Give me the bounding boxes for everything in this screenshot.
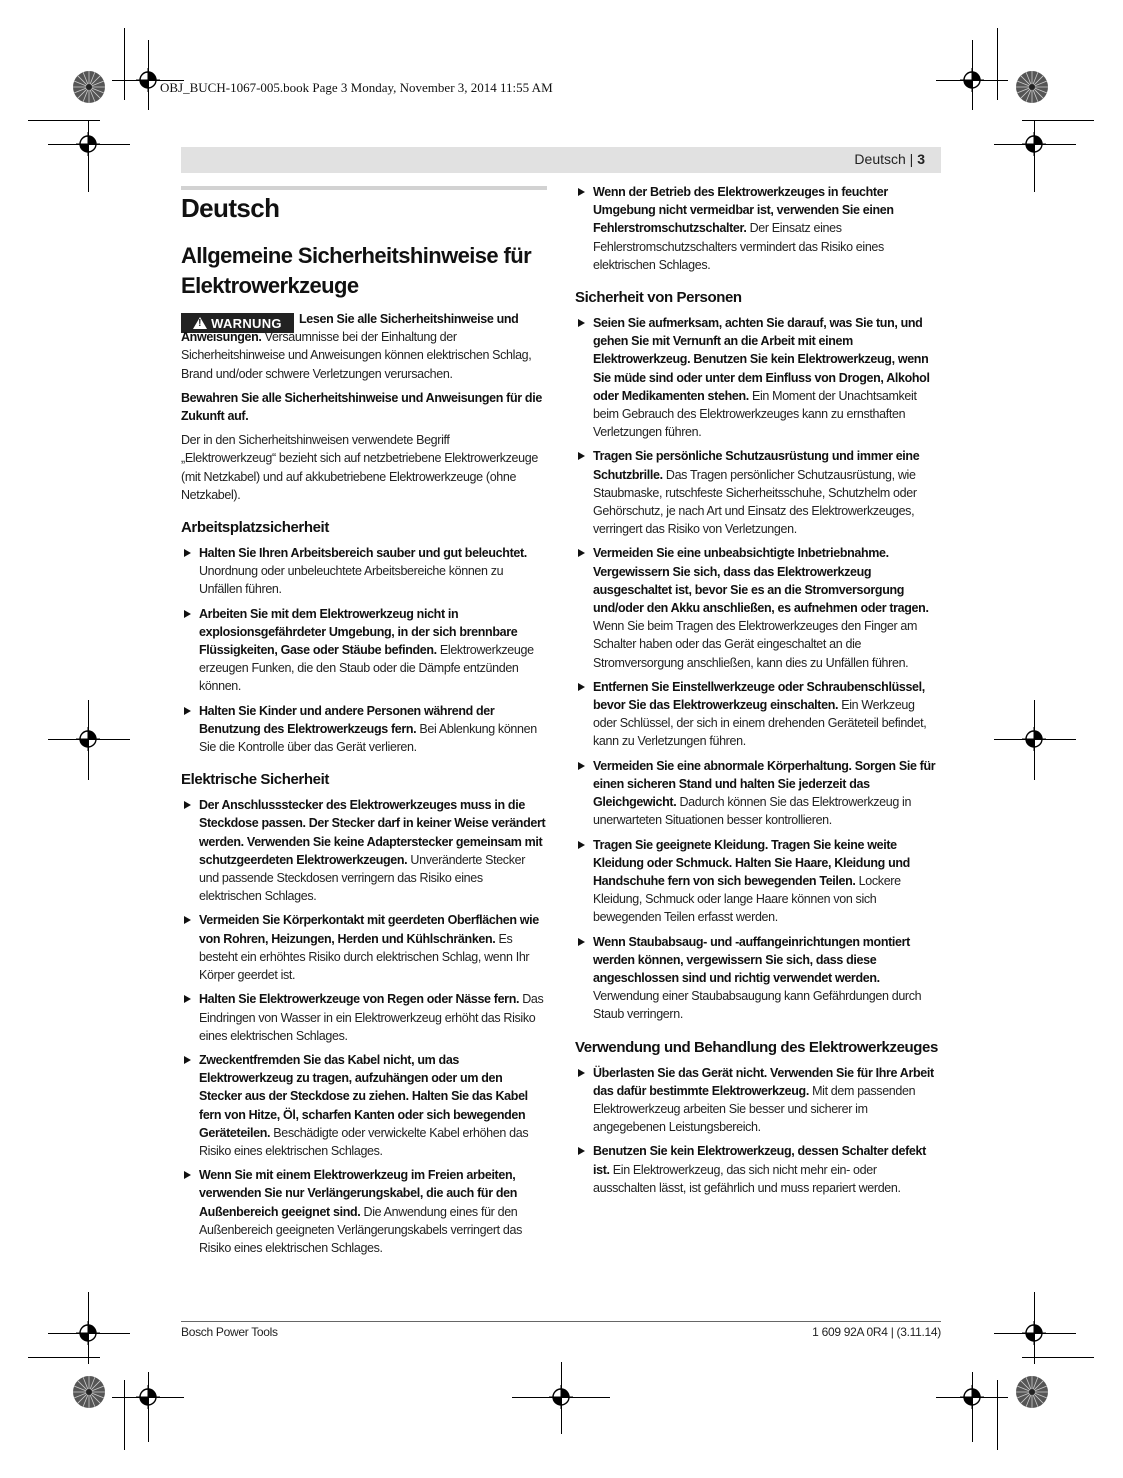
footer-rule bbox=[181, 1321, 941, 1322]
bullet-triangle-icon bbox=[578, 683, 585, 691]
item-text: Ein Moment der Unachtsamkeit beim Gebrauch des Elektrowerkzeuges kann zu ernsthaften Verletzungen führen. bbox=[593, 388, 917, 440]
warning-paragraph bbox=[181, 310, 547, 383]
list-item bbox=[575, 933, 941, 1024]
list-item bbox=[575, 836, 941, 927]
list-item bbox=[181, 990, 547, 1045]
bullet-triangle-icon bbox=[578, 762, 585, 770]
page-number: 3 bbox=[917, 151, 925, 167]
bullet-triangle-icon bbox=[578, 1069, 585, 1077]
keep-instructions-text: Bewahren Sie alle Sicherheitshinweise und Anweisungen für die Zukunft auf. bbox=[181, 390, 542, 424]
registration-mark-icon bbox=[76, 1321, 100, 1345]
section-heading: Arbeitsplatzsicherheit bbox=[181, 519, 329, 537]
list-item bbox=[575, 183, 941, 274]
item-text: Beschädigte oder verwickelte Kabel erhöhen das Risiko eines elektrischen Schlages. bbox=[199, 1125, 529, 1158]
item-bold: Tragen Sie persönliche Schutzausrüstung und immer eine Schutzbrille. bbox=[593, 449, 920, 482]
item-text: Dadurch können Sie das Elektrowerkzeug in unerwarteten Situationen besser kontrollieren. bbox=[593, 795, 912, 828]
print-job-line: OBJ_BUCH-1067-005.book Page 3 Monday, November 3, 2014 11:55 AM bbox=[160, 80, 553, 95]
footer-docref: 1 609 92A 0R4 | (3.11.14) bbox=[812, 1325, 941, 1339]
item-bold: Vermeiden Sie eine abnormale Körperhaltung. Sorgen Sie für einen sicheren Stand und halten Sie jederzeit das Gleichgewicht. bbox=[593, 758, 936, 810]
registration-mark-icon bbox=[549, 1385, 573, 1409]
header-separator: | bbox=[909, 151, 914, 167]
item-bold: Halten Sie Elektrowerkzeuge von Regen oder Nässe fern. bbox=[199, 992, 520, 1007]
list-item bbox=[181, 605, 547, 696]
item-text: Der Einsatz eines Fehlerstromschutzschalters vermindert das Risiko eines elektrischen Schlages. bbox=[593, 221, 884, 272]
warning-bold: Lesen Sie alle Sicherheitshinweise und Anweisungen. bbox=[181, 312, 519, 345]
bullet-triangle-icon bbox=[184, 549, 191, 557]
item-bold: Wenn Staubabsaug- und -auffangeinrichtungen montiert werden können, vergewissern Sie sich, dass diese angeschlossen sind und richtig verwendet werden. bbox=[593, 934, 910, 985]
item-bold: Der Anschlussstecker des Elektrowerkzeuges muss in die Steckdose passen. Der Stecker darf in keiner Weise verändert werden. Verwenden Sie keine Adapterstecker gemeinsam mit schutzgeerdeten Elektrowerkzeugen. bbox=[199, 798, 546, 867]
list-item bbox=[181, 796, 547, 905]
item-bold: Benutzen Sie kein Elektrowerkzeug, dessen Schalter defekt ist. bbox=[593, 1144, 926, 1177]
bullet-triangle-icon bbox=[578, 188, 585, 196]
item-text: Das Tragen persönlicher Schutzausrüstung, wie Staubmaske, rutschfeste Sicherheitsschuhe, Schutzhelm oder Gehörschutz, je nach Art und Einsatz des Elektrowerkzeuges, verringert das Risiko von Verletzungen. bbox=[593, 467, 917, 537]
right-sections bbox=[575, 288, 941, 1197]
bullet-triangle-icon bbox=[578, 841, 585, 849]
list-item bbox=[181, 1166, 547, 1257]
registration-mark-icon bbox=[960, 68, 984, 92]
list-item bbox=[181, 911, 547, 984]
item-bold: Halten Sie Kinder und andere Personen während der Benutzung des Elektrowerkzeugs fern. bbox=[199, 703, 495, 736]
item-text: Es besteht ein erhöhtes Risiko durch elektrischen Schlag, wenn Ihr Körper geerdet ist. bbox=[199, 931, 530, 983]
registration-mark-icon bbox=[76, 727, 100, 751]
warning-triangle-icon: ! bbox=[193, 317, 207, 329]
running-header bbox=[181, 147, 941, 173]
left-column bbox=[181, 310, 547, 1263]
main-heading bbox=[181, 241, 531, 301]
bullet-triangle-icon bbox=[578, 1147, 585, 1155]
registration-mark-icon bbox=[960, 1385, 984, 1409]
item-bold: Entfernen Sie Einstellwerkzeuge oder Schraubenschlüssel, bevor Sie das Elektrowerkzeug einschalten. bbox=[593, 679, 925, 713]
warning-badge-label: WARNUNG bbox=[211, 315, 282, 331]
bullet-triangle-icon bbox=[184, 916, 191, 924]
registration-mark-icon bbox=[136, 1385, 160, 1409]
warning-text: Versäumnisse bei der Einhaltung der Sicherheitshinweise und Anweisungen können elektrischen Schlag, Brand und/oder schwere Verletzungen verursachen. bbox=[181, 330, 532, 381]
section-heading: Sicherheit von Personen bbox=[575, 289, 742, 307]
registration-mark-icon bbox=[1022, 1321, 1046, 1345]
item-text: Wenn Sie beim Tragen des Elektrowerkzeuges den Finger am Schalter haben oder das Gerät eingeschaltet an die Stromversorgung anschließen, kann dies zu Unfällen führen. bbox=[593, 619, 918, 670]
list-item bbox=[575, 678, 941, 751]
bullet-triangle-icon bbox=[184, 1056, 191, 1064]
list-item bbox=[575, 447, 941, 538]
item-text: Lockere Kleidung, Schmuck oder lange Haare können von sich bewegenden Teilen erfasst werden. bbox=[593, 873, 901, 925]
item-bold: Vermeiden Sie Körperkontakt mit geerdeten Oberflächen wie von Rohren, Heizungen, Herden und Kühlschränken. bbox=[199, 913, 539, 946]
header-label bbox=[854, 151, 925, 167]
item-text: Elektrowerkzeuge erzeugen Funken, die den Staub oder die Dämpfe entzünden können. bbox=[199, 643, 534, 694]
registration-mark-icon bbox=[1022, 727, 1046, 751]
list-item bbox=[575, 314, 941, 441]
item-text: Unordnung oder unbeleuchtete Arbeitsbereiche können zu Unfällen führen. bbox=[199, 564, 504, 597]
bullet-triangle-icon bbox=[184, 995, 191, 1003]
item-text: Mit dem passenden Elektrowerkzeug arbeiten Sie besser und sicherer im angegebenen Leistungsbereich. bbox=[593, 1083, 916, 1135]
item-bold: Überlasten Sie das Gerät nicht. Verwenden Sie für Ihre Arbeit das dafür bestimmte Elektrowerkzeug. bbox=[593, 1065, 934, 1098]
bullet-triangle-icon bbox=[184, 707, 191, 715]
color-rosette-icon bbox=[1015, 1375, 1049, 1409]
left-sections bbox=[181, 518, 547, 1257]
list-item bbox=[181, 1051, 547, 1160]
item-bold: Halten Sie Ihren Arbeitsbereich sauber und gut beleuchtet. bbox=[199, 546, 527, 561]
bullet-triangle-icon bbox=[184, 1171, 191, 1179]
color-rosette-icon bbox=[72, 1375, 106, 1409]
item-text: Verwendung einer Staubabsaugung kann Gefährdungen durch Staub verringern. bbox=[593, 989, 922, 1022]
header-language: Deutsch bbox=[854, 151, 906, 167]
keep-instructions bbox=[181, 389, 547, 425]
registration-mark-icon bbox=[1022, 132, 1046, 156]
main-heading-line1: Allgemeine Sicherheitshinweise für bbox=[181, 243, 532, 268]
list-item bbox=[575, 544, 941, 671]
list-item bbox=[575, 1064, 941, 1137]
bullet-triangle-icon bbox=[578, 938, 585, 946]
section-heading: Verwendung und Behandlung des Elektrowerkzeuges bbox=[575, 1038, 938, 1056]
right-column bbox=[575, 183, 941, 1203]
list-item bbox=[575, 1142, 941, 1197]
item-text: Ein Werkzeug oder Schlüssel, der sich in einem drehenden Geräteteil befindet, kann zu Verletzungen führen. bbox=[593, 698, 927, 749]
footer-brand: Bosch Power Tools bbox=[181, 1325, 278, 1339]
main-heading-line2: Elektrowerkzeuge bbox=[181, 273, 359, 298]
bullet-triangle-icon bbox=[578, 452, 585, 460]
item-text: Ein Elektrowerkzeug, das sich nicht mehr ein- oder ausschalten lässt, ist gefährlich und muss repariert werden. bbox=[593, 1162, 901, 1195]
item-bold: Arbeiten Sie mit dem Elektrowerkzeug nicht in explosionsgefährdeter Umgebung, in der sich brennbare Flüssigkeiten, Gase oder Stäube befinden. bbox=[199, 606, 518, 658]
item-text: Die Anwendung eines für den Außenbereich geeigneten Verlängerungskabels verringert das Risiko eines elektrischen Schlages. bbox=[199, 1204, 522, 1255]
list-item bbox=[575, 757, 941, 830]
item-bold: Zweckentfremden Sie das Kabel nicht, um das Elektrowerkzeug zu tragen, aufzuhängen oder um den Stecker aus der Steckdose zu ziehen. Halten Sie das Kabel fern von Hitze, Öl, scharfen Kanten oder sich bewegenden Geräteteilen. bbox=[199, 1052, 528, 1140]
list-item bbox=[181, 544, 547, 599]
item-bold: Wenn der Betrieb des Elektrowerkzeuges in feuchter Umgebung nicht vermeidbar ist, verwenden Sie einen Fehlerstromschutzschalter. bbox=[593, 185, 894, 236]
item-text: Unveränderte Stecker und passende Steckdosen verringern das Risiko eines elektrischen Schlages. bbox=[199, 852, 526, 904]
item-bold: Wenn Sie mit einem Elektrowerkzeug im Freien arbeiten, verwenden Sie nur Verlängerungskabel, die auch für den Außenbereich geeignet sind. bbox=[199, 1168, 518, 1219]
bullet-triangle-icon bbox=[578, 549, 585, 557]
section-heading: Elektrische Sicherheit bbox=[181, 771, 329, 789]
bullet-triangle-icon bbox=[578, 319, 585, 327]
title-rule bbox=[181, 186, 547, 190]
color-rosette-icon bbox=[1015, 70, 1049, 104]
registration-mark-icon bbox=[76, 132, 100, 156]
item-bold: Tragen Sie geeignete Kleidung. Tragen Sie keine weite Kleidung oder Schmuck. Halten Sie Haare, Kleidung und Handschuhe fern von sich bewegenden Teilen. bbox=[593, 837, 910, 888]
item-text: Das Eindringen von Wasser in ein Elektrowerkzeug erhöht das Risiko eines elektrischen Schlages. bbox=[199, 992, 544, 1043]
item-bold: Vermeiden Sie eine unbeabsichtigte Inbetriebnahme. Vergewissern Sie sich, dass das Elektrowerkzeug ausgeschaltet ist, bevor Sie es an die Stromversorgung und/oder den Akku anschließen, es aufnehmen oder tragen. bbox=[593, 546, 929, 616]
bullet-triangle-icon bbox=[184, 610, 191, 618]
list-item bbox=[181, 702, 547, 757]
item-text: Bei Ablenkung können Sie die Kontrolle über das Gerät verlieren. bbox=[199, 721, 537, 755]
page-title: Deutsch bbox=[181, 193, 280, 223]
item-bold: Seien Sie aufmerksam, achten Sie darauf, was Sie tun, und gehen Sie mit Vernunft an die Arbeit mit einem Elektrowerkzeug. Benutzen Sie kein Elektrowerkzeug, wenn Sie müde sind oder unter dem Einfluss von Drogen, Alkohol oder Medikamenten stehen. bbox=[593, 316, 930, 403]
bullet-triangle-icon bbox=[184, 801, 191, 809]
registration-mark-icon bbox=[136, 68, 160, 92]
intro-paragraph: Der in den Sicherheitshinweisen verwendete Begriff „Elektrowerkzeug“ bezieht sich auf netzbetriebene Elektrowerkzeuge (mit Netzkabel) und auf akkubetriebene Elektrowerkzeuge (ohne Netzkabel). bbox=[181, 433, 538, 502]
color-rosette-icon bbox=[72, 70, 106, 104]
